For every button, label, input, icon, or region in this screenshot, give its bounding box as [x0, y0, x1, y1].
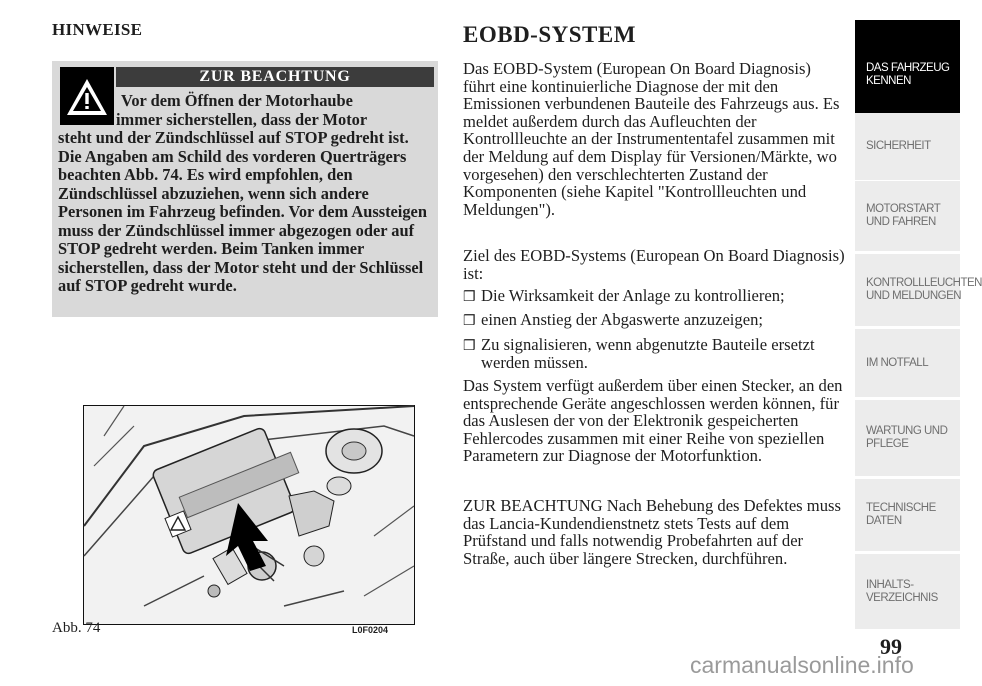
warning-line-2: immer sicherstellen, dass der Motor [116, 109, 368, 129]
checkbox-bullet-icon: ❒ [463, 290, 476, 305]
tab-sicherheit[interactable]: SICHERHEIT [855, 113, 960, 180]
warning-line-1: Vor dem Öffnen der Motorhaube [121, 91, 353, 110]
figure-caption: Abb. 74 [52, 620, 101, 636]
page-number: 99 [880, 634, 902, 659]
engine-bay-figure [83, 405, 415, 625]
list-item: ❒ Zu signalisieren, wenn abgenutzte Bauteile ersetzt werden müssen. [463, 335, 815, 372]
list-item: ❒ Die Wirksamkeit der Anlage zu kontrollieren; [463, 286, 785, 305]
tab-inhaltsverzeichnis[interactable]: INHALTS- VERZEICHNIS [855, 554, 960, 629]
section-heading: HINWEISE [52, 20, 143, 39]
tab-im-notfall[interactable]: IM NOTFALL [855, 329, 960, 397]
checkbox-bullet-icon: ❒ [463, 339, 476, 354]
paragraph-note: ZUR BEACHTUNG Nach Behebung des Defektes muss das Lancia-Kundendienstnetz stets Tests auf dem Prüfstand und falls notwendig Probefahrten auf der Straße, auch über längere Strecken, durchführen. [463, 496, 841, 568]
tab-das-fahrzeug-kennen[interactable]: DAS FAHRZEUG KENNEN [855, 20, 960, 130]
warning-text [58, 92, 434, 296]
tab-technische-daten[interactable]: TECHNISCHE DATEN [855, 479, 960, 551]
checkbox-bullet-icon: ❒ [463, 314, 476, 329]
warning-label: ZUR BEACHTUNG [116, 67, 434, 87]
paragraph-goal: Ziel des EOBD-Systems (European On Board Diagnosis) ist: [463, 246, 845, 283]
paragraph-intro: Das EOBD-System (European On Board Diagnosis) führt eine kontinuierliche Diagnose der mit den Emissionen verbundenen Bauteile des Fahrzeugs aus. Es meldet außerdem durch das Aufleuchten der Kontrollleuchte an der Instrumententafel zusammen mit der Meldung auf dem Display für Versionen/Märkte, wo vorgesehen) den verschlechterten Zustand der Komponenten (siehe Kapitel "Kontrollleuchten und Meldungen"). [463, 59, 840, 219]
watermark: carmanualsonline.info [690, 652, 914, 678]
tab-wartung-und-pflege[interactable]: WARTUNG UND PFLEGE [855, 400, 960, 476]
tab-motorstart-und-fahren[interactable]: MOTORSTART UND FAHREN [855, 181, 960, 251]
figure-code: L0F0204 [352, 625, 389, 635]
paragraph-connector: Das System verfügt außerdem über einen Stecker, an den entsprechende Geräte angeschlossen werden können, für das Auslesen der von der Elektronik gespeicherten Fehlercodes zusammen mit einer Reihe von speziellen Parametern zur Diagnose der Motorfunktion. [463, 376, 843, 466]
tab-kontrollleuchten-und-meldungen[interactable]: KONTROLLLEUCHTEN UND MELDUNGEN [855, 254, 960, 326]
list-item: ❒ einen Anstieg der Abgaswerte anzuzeigen; [463, 310, 763, 329]
warning-body: steht und der Zündschlüssel auf STOP gedreht ist. Die Angaben am Schild des vorderen Querträgers beachten Abb. 74. Es wird empfohlen, den Zündschlüssel abzuziehen, wenn sich andere Personen im Fahrzeug befinden. Vor dem Aussteigen muss der Zündschlüssel immer abgezogen oder auf STOP gedreht werden. Beim Tanken immer sicherstellen, dass der Motor steht und der Schlüssel auf STOP gedreht wurde. [58, 128, 427, 295]
page-title: EOBD-SYSTEM [463, 22, 636, 47]
